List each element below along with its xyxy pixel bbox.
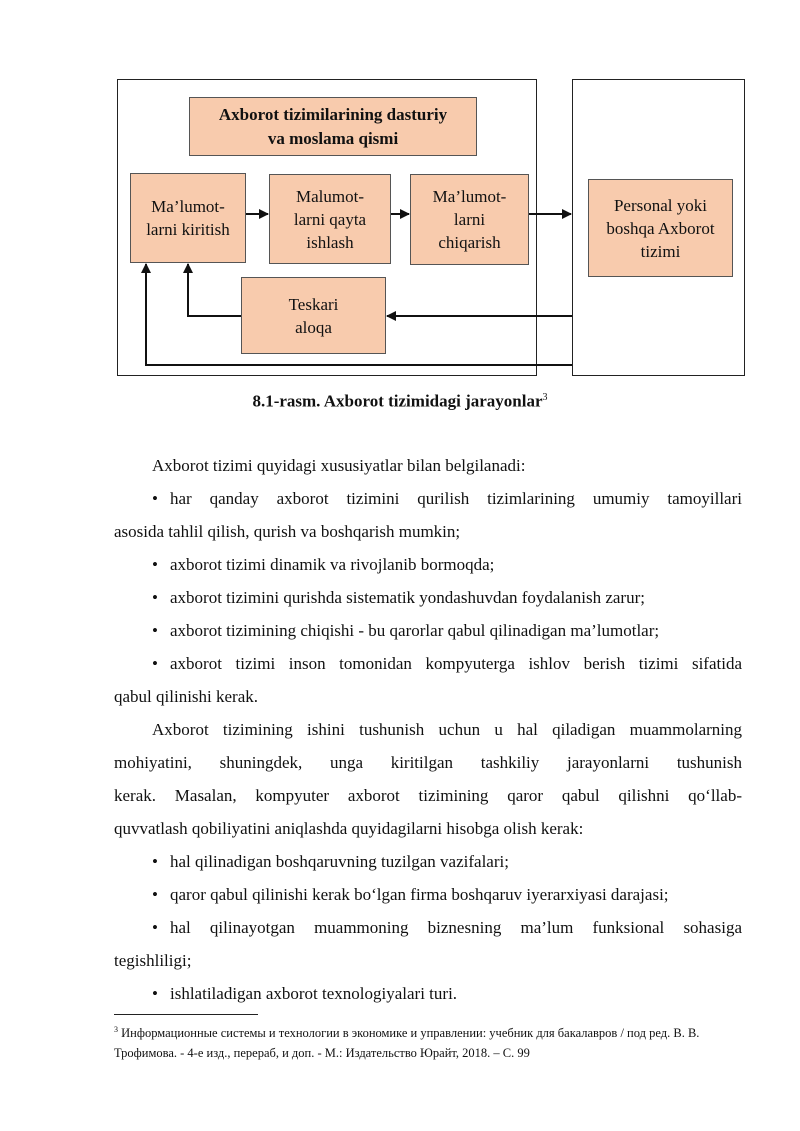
- personal-system-box-label: Personal yoki boshqa Axborot tizimi: [606, 195, 715, 261]
- paragraph-2-line-3: kerak. Masalan, kompyuter axborot tizimining qaror qabul qilishni qo‘llab-: [114, 786, 742, 805]
- arrow-feedback-to-input: [188, 264, 241, 316]
- processing-box-label: Malumot- larni qayta ishlash: [293, 186, 367, 252]
- bullet-item-7-text: qaror qabul qilinishi kerak bo‘lgan firma boshqaruv iyerarxiyasi darajasi;: [170, 885, 669, 904]
- caption-footnote-mark: 3: [542, 392, 548, 403]
- bullet-item-8: [114, 912, 742, 944]
- bullet-dot: •: [152, 555, 158, 574]
- figure-caption: [0, 386, 800, 414]
- footnote: [114, 1020, 744, 1063]
- caption-text: 8.1-rasm. Axborot tizimidagi jarayonlar: [252, 391, 543, 411]
- bullet-item-5: [114, 648, 742, 680]
- paragraph-2-line-4: quvvatlash qobiliyatini aniqlashda quyidagilarni hisobga olish kerak:: [114, 819, 584, 838]
- bullet-dot: •: [152, 885, 158, 904]
- paragraph-2-line-2: mohiyatini, shuningdek, unga kiritilgan tashkiliy jarayonlarni tushunish: [114, 753, 742, 772]
- bullet-dot: •: [152, 984, 158, 1003]
- footnote-line-2: Трофимова. - 4-е изд., перераб, и доп. - М.: Издательство Юрайт, 2018. – С. 99: [114, 1046, 530, 1061]
- bullet-dot: •: [152, 489, 158, 508]
- bullet-item-3-text: axborot tizimini qurishda sistematik yondashuvdan foydalanish zarur;: [170, 588, 645, 607]
- bullet-item-4: [114, 615, 742, 647]
- diagram-arrows: [0, 0, 800, 390]
- bullet-item-5-cont: qabul qilinishi kerak.: [114, 687, 259, 706]
- bullet-item-2: [114, 549, 742, 581]
- bullet-item-9-text: ishlatiladigan axborot texnologiyalari turi.: [170, 984, 458, 1003]
- title-box-label: Axborot tizimilarining dasturiy va moslama qismi: [218, 104, 448, 148]
- bullet-item-6-text: hal qilinadigan boshqaruvning tuzilgan vazifalari;: [170, 852, 509, 871]
- feedback-box-label: Teskari aloqa: [288, 294, 339, 337]
- bullet-item-1-cont: asosida tahlil qilish, qurish va boshqarish mumkin;: [114, 522, 461, 541]
- bullet-item-8-text: hal qilinayotgan muammoning biznesning ma’lum funksional sohasiga: [170, 918, 742, 937]
- footnote-line-1-text: Информационные системы и технологии в экономике и управлении: учебник для бакалавров / под ред. В. В.: [121, 1026, 700, 1041]
- bullet-item-3: [114, 582, 742, 614]
- input-box-label: Ma’lumot- larni kiritish: [146, 197, 230, 239]
- bullet-item-5-text: axborot tizimi inson tomonidan kompyuterga ishlov berish tizimi sifatida: [170, 654, 742, 673]
- bullet-item-4-text: axborot tizimining chiqishi - bu qarorlar qabul qilinadigan ma’lumotlar;: [170, 621, 660, 640]
- bullet-dot: •: [152, 654, 158, 673]
- paragraph-2-line-1: Axborot tizimining ishini tushunish uchun u hal qiladigan muammolarning: [152, 720, 742, 739]
- output-box-label: Ma’lumot- larni chiqarish: [432, 187, 507, 252]
- bullet-item-7: [114, 879, 742, 911]
- footnote-separator: [114, 1014, 258, 1015]
- bullet-item-9: [114, 978, 742, 1010]
- process-diagram: [0, 0, 800, 390]
- bullet-dot: •: [152, 852, 158, 871]
- bullet-item-2-text: axborot tizimi dinamik va rivojlanib bormoqda;: [170, 555, 495, 574]
- footnote-mark: 3: [114, 1025, 118, 1034]
- paragraph-intro: Axborot tizimi quyidagi xususiyatlar bilan belgilanadi:: [152, 456, 526, 475]
- bullet-item-1: [114, 483, 742, 515]
- bullet-dot: •: [152, 588, 158, 607]
- bullet-item-8-cont: tegishliligi;: [114, 951, 192, 970]
- bullet-dot: •: [152, 918, 158, 937]
- bullet-dot: •: [152, 621, 158, 640]
- arrow-external-to-input: [146, 264, 572, 365]
- bullet-item-1-text: har qanday axborot tizimini qurilish tizimlarining umumiy tamoyillari: [170, 489, 742, 508]
- bullet-item-6: [114, 846, 742, 878]
- footnote-line-1: [114, 1020, 744, 1043]
